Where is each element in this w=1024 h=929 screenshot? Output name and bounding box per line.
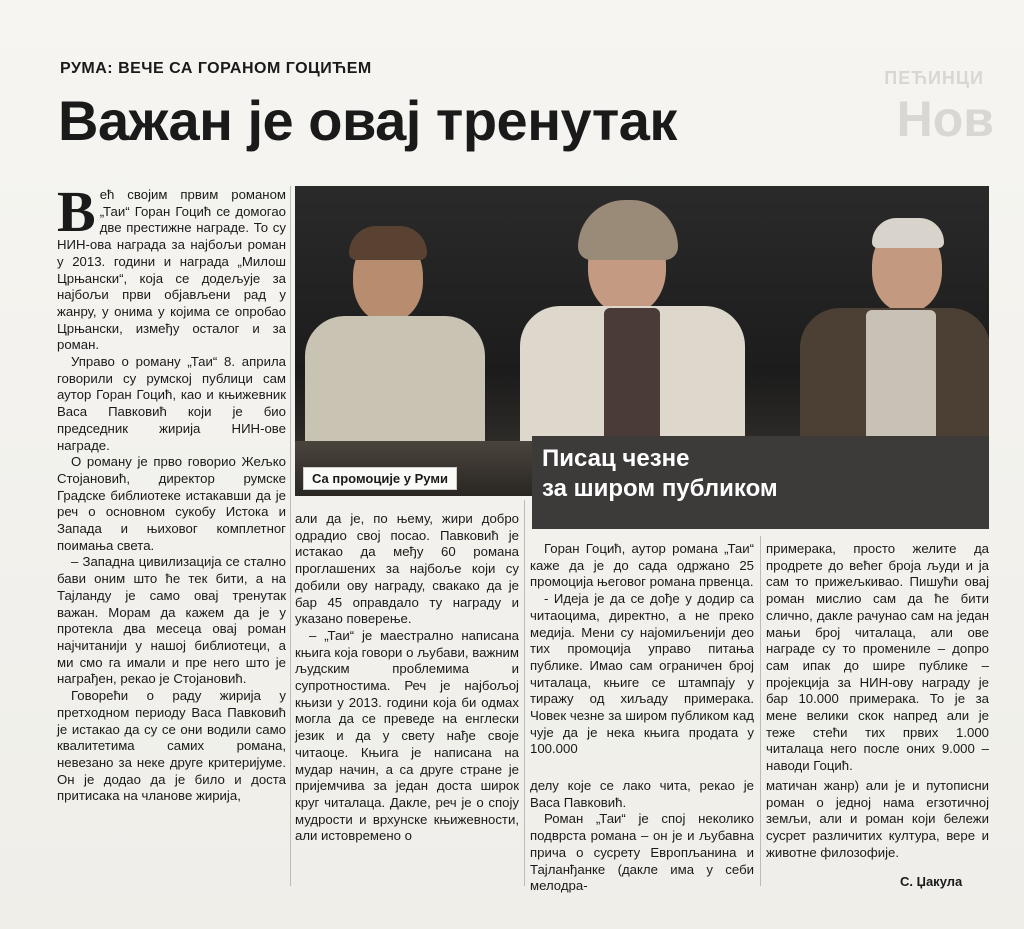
drop-cap: В [57,179,96,244]
article-column-1 [57,179,286,805]
paragraph: Говорећи о раду жирија у претходном периоду Васа Павковић је истакао да су се они водили само квалитетима самих романа, невезано за неке друге критеријуме. Он је додао да је било и доста притисака на члановe жирија, [57,688,286,804]
paragraph: Горан Гоцић, аутор романа „Таи“ каже да је до сада одржано 25 промоција његовог романа првенца. [530,541,754,590]
article-column-3-continued [530,778,754,895]
subheadline-line-2: за широм публиком [542,475,778,502]
paragraph: О роману је прво говорио Жељко Стојановић, директор румске Градске библиотеке истакавши да је реч о основном сукобу Истока и Запада и њиховог комплетног поимања света. [57,454,286,553]
article-column-4-continued [766,778,989,862]
person-center [520,196,745,456]
column-divider [760,536,761,886]
paragraph: – „Таи“ је маестрално написана књига која говори о љубави, важним људским проблемима и супротностима. Реч је најбољој књизи у 2013. години која би одмах могла да се преведе на енглески језик и да у свету нађе своје читаоце. Књига је написана на мудар начин, а са друге стране је пријемчива за један доста широк круг читалаца. Дакле, реч је о споју мудрости и врхунске књижевности, али истовремено о [295,627,519,844]
paragraph: примерака, просто желите да продрете до већег броја људи и ја сам то прижељкивао. Пишући овај роман мислио сам да ће бити слично, дакле рачунао сам на један мањи број читалаца, али ове награде су то промениле – допро сам ипак до шире публике – пројекција за НИН-ову награду је бар 10.000 примерака. То је за мене велики скок напред али је теже стећи тих првих 1.000 читалаца него после оних 9.000 – наводи Гоцић. [766,541,989,774]
paragraph: Роман „Таи“ је спој неколико подврста романа – он је и љубавна прича о сусрету Европљанина и Тајланђанке (дакле има у себи мелодра- [530,811,754,894]
article-column-2 [295,511,519,845]
column-divider [524,500,525,886]
photo-caption: Са промоције у Руми [303,467,457,490]
paragraph: Управо о роману „Таи“ 8. априла говорили су румској публици сам аутор Горан Гоцић, као и књижевник Васа Павковић који је био председник жирија НИН-ове награде. [57,354,286,453]
bleed-through-headline: Нов [896,91,994,147]
person-right [800,218,989,458]
paragraph: матичан жанр) али је и путописни роман о једној нама егзотичној земљи, али и роман који бележи сусрет различитих култура, вере и животне филозофије. [766,778,989,860]
paragraph: делу које се лако чита, рекао је Васа Павковић. [530,778,754,810]
paragraph: - Идеја је да се дође у додир са читаоцима, директно, а не преко медија. Мени су најомиљенији део тих промоција управо питања публике. Имао сам ограничен број читалаца, књиге се штампају у тиражу од хиљаду примерака. Човек чезне за широм публиком кад чује да је нека књига продата у 100.000 [530,591,754,757]
paragraph: али да је, по њему, жири добро одрадио свој посао. Павковић је истакао да међу 60 романа проглашених за најбоље који су добили ову награду, свакако да је бар 45 оправдало ту награду и указано поверење. [295,511,519,627]
bleed-through-text: ПЕЋИНЦИ [884,68,984,88]
person-left [305,226,485,456]
article-column-3 [530,541,754,758]
subheadline-line-1: Писац чезне [542,445,690,472]
subheadline-box [532,436,989,529]
article-column-4 [766,541,989,775]
column-divider [290,186,291,886]
paragraph: Већ својим првим романом „Таи“ Горан Гоцић се домогао две престижне награде. То су НИН-ова награда за најбољи роман у 2013. години и награда „Милош Црњански“, која се додељује за најбољи први објављени рад у жанру, у онима у којима се опробао Црњански, између осталог и за роман. [57,179,286,353]
headline: Важан је овај тренутак [58,89,677,152]
author-signature: С. Џакула [900,874,963,889]
kicker: РУМА: ВЕЧЕ СА ГОРАНОМ ГОЦИЋЕМ [60,60,372,77]
paragraph: – Западна цивилизација се стално бави оним што ће тек бити, а на Тајланду је само овај тренутак важан. Морам да кажем да је у протекла два месеца овај роман најчитанији у нашој библиотеци, а ми смо га имали и пре него што је награђен, рекао је Стојановић. [57,554,286,687]
